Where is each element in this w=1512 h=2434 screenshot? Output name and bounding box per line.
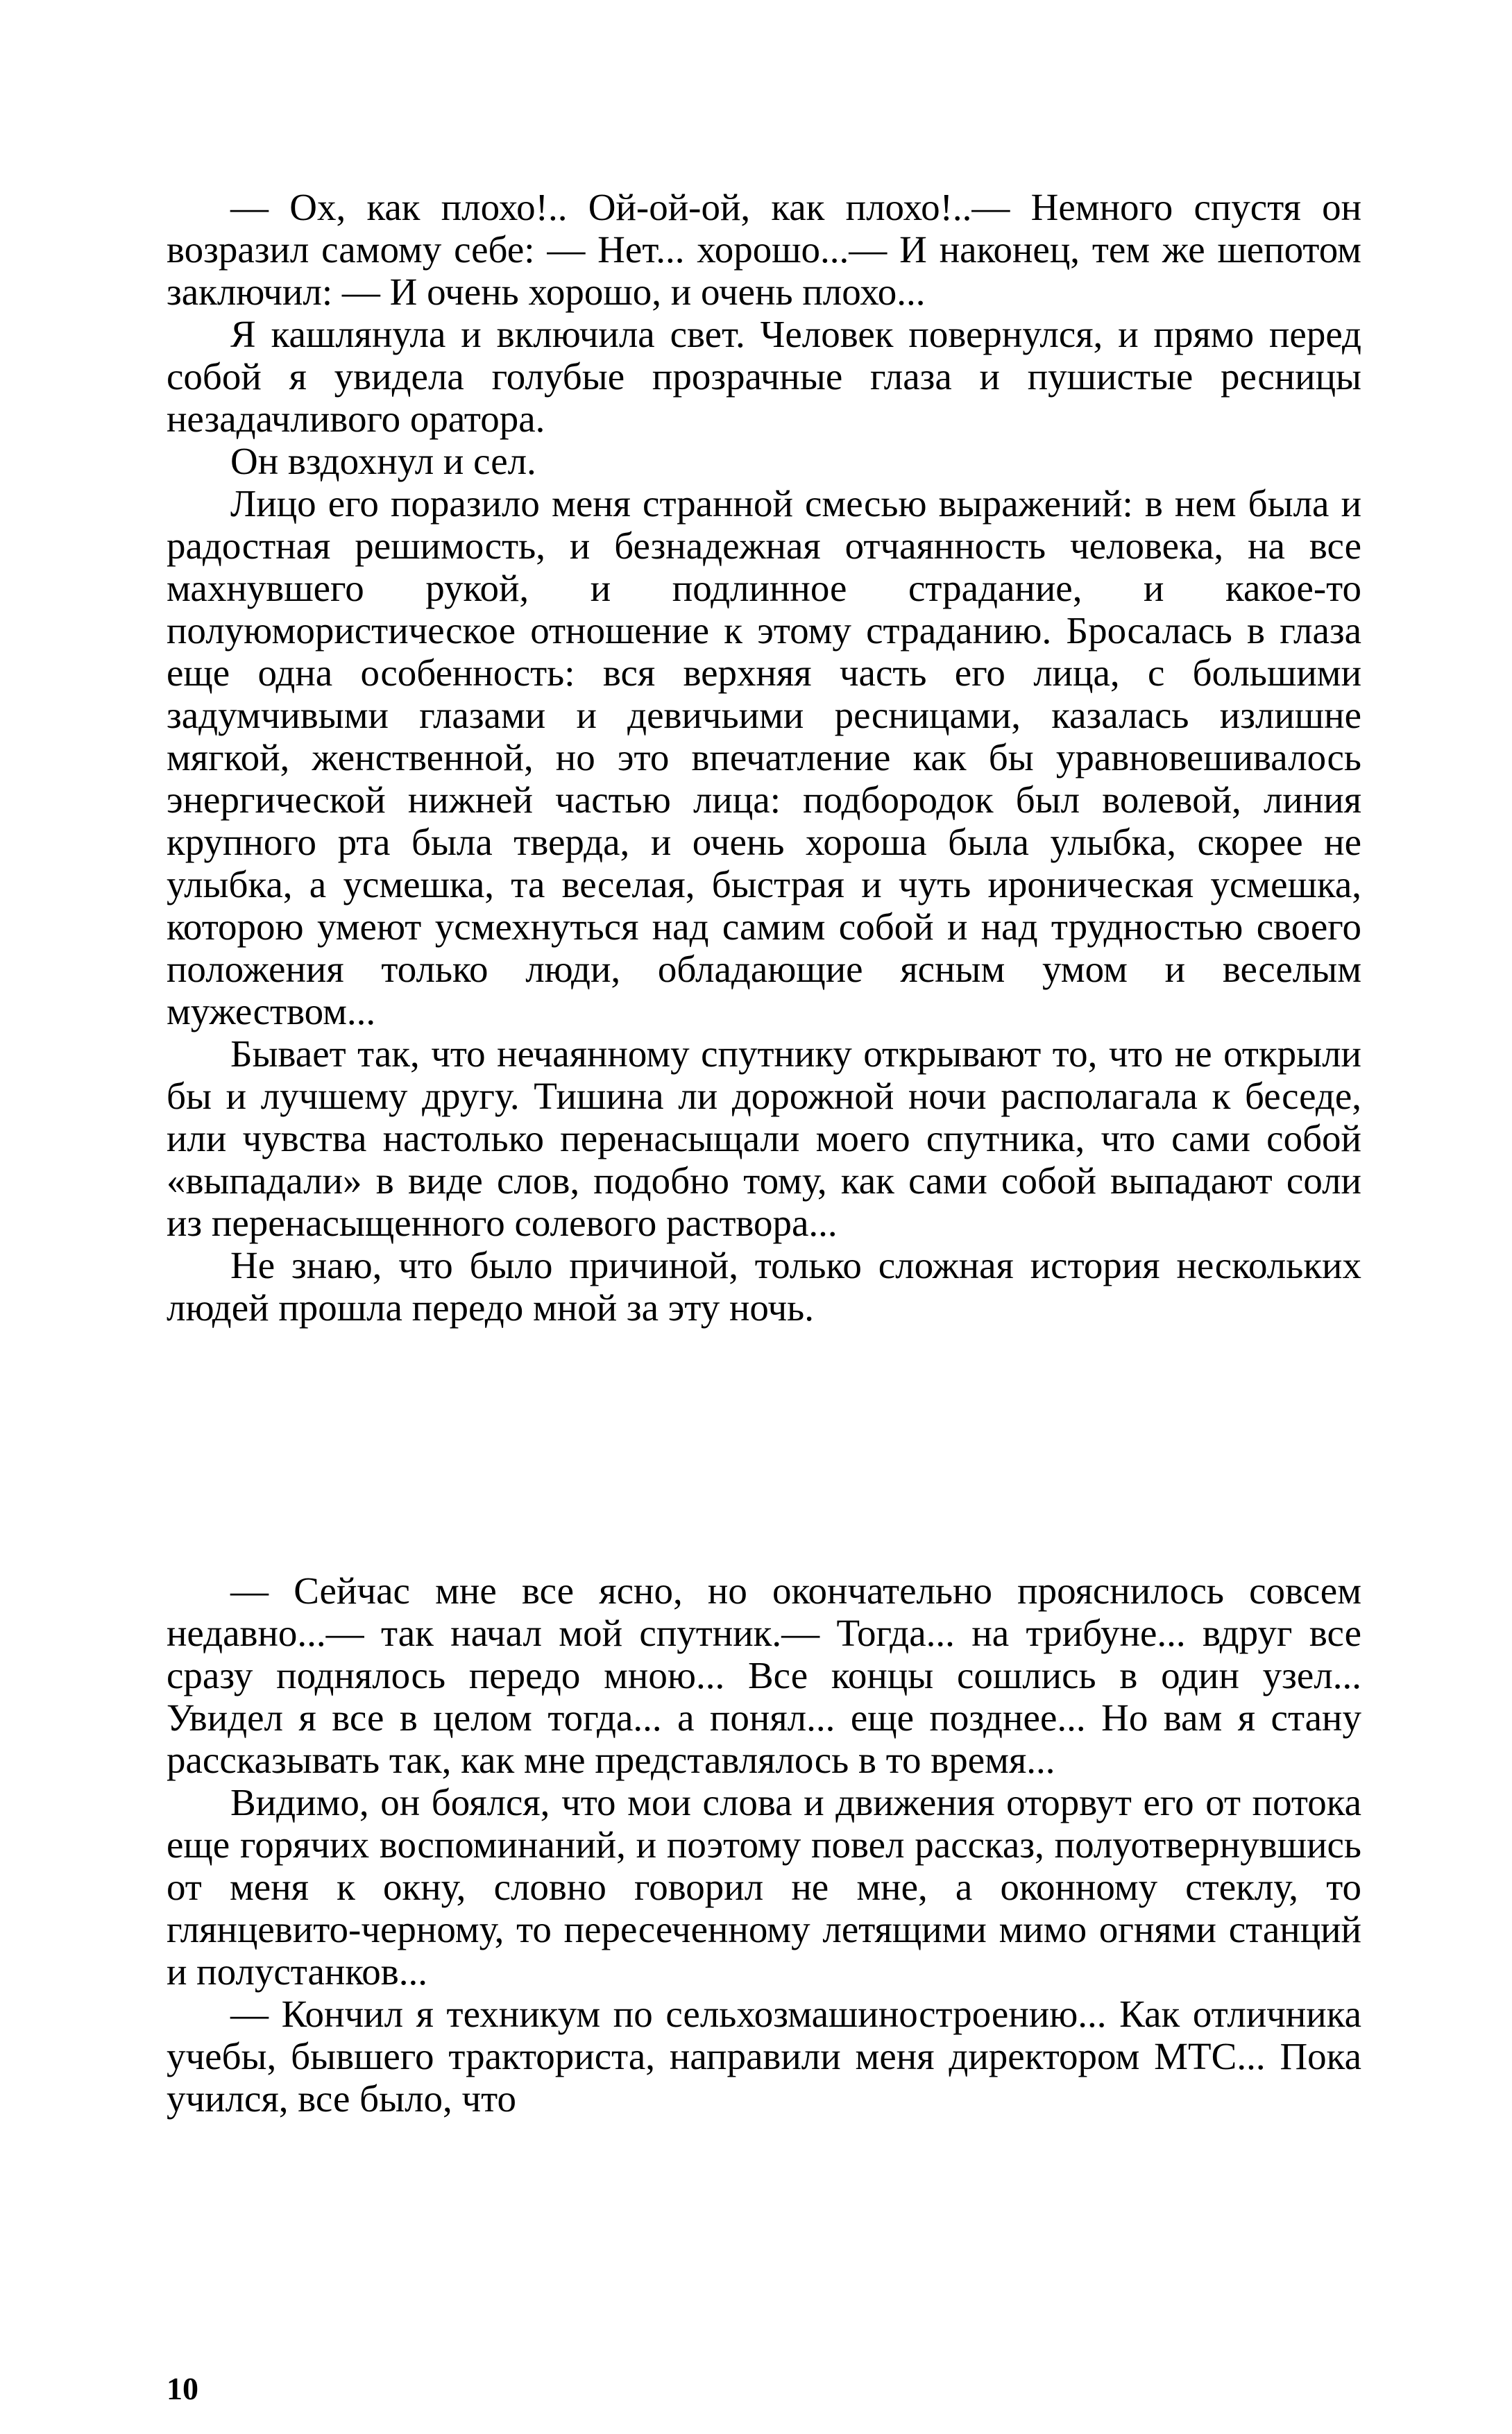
paragraph: Бывает так, что нечаянному спутнику открывают то, что не открыли бы и лучшему другу. Тишина ли дорожной ночи располагала к беседе, или чувства настолько перенасыщали моего спутника, что сами собой «выпадали» в виде слов, подобно тому, как сами собой выпадают соли из перенасыщенного солевого раствора... [167, 1032, 1361, 1244]
paragraph: — Сейчас мне все ясно, но окончательно прояснилось совсем недавно...— так начал мой спутник.— Тогда... на трибуне... вдруг все сразу поднялось передо мною... Все концы сошлись в один узел... Увидел я все в целом тогда... а понял... еще позднее... Но вам я стану рассказывать так, как мне представлялось в то время... [167, 1569, 1361, 1781]
paragraph: — Ох, как плохо!.. Ой-ой-ой, как плохо!..— Немного спустя он возразил самому себе: — Нет... хорошо...— И наконец, тем же шепотом заключил: — И очень хорошо, и очень плохо... [167, 186, 1361, 313]
paragraph: — Кончил я техникум по сельхозмашиностроению... Как отличника учебы, бывшего тракториста, направили меня директором МТС... Пока учился, все было, что [167, 1993, 1361, 2120]
paragraph: Я кашлянула и включила свет. Человек повернулся, и прямо перед собой я увидела голубые прозрачные глаза и пушистые ресницы незадачливого оратора. [167, 313, 1361, 440]
paragraph: Видимо, он боялся, что мои слова и движения оторвут его от потока еще горячих воспоминаний, и поэтому повел рассказ, полуотвернувшись от меня к окну, словно говорил не мне, а оконному стеклу, то глянцевито-черному, то пересеченному летящими мимо огнями станций и полустанков... [167, 1781, 1361, 1993]
text-section-2 [167, 1569, 1361, 2120]
text-section-1 [167, 186, 1361, 1329]
page-number: 10 [167, 2371, 198, 2406]
paragraph: Лицо его поразило меня странной смесью выражений: в нем была и радостная решимость, и безнадежная отчаянность человека, на все махнувшего рукой, и подлинное страдание, и какое-то полуюмористическое отношение к этому страданию. Бросалась в глаза еще одна особенность: вся верхняя часть его лица, с большими задумчивыми глазами и девичьими ресницами, казалась излишне мягкой, женственной, но это впечатление как бы уравновешивалось энергической нижней частью лица: подбородок был волевой, линия крупного рта была тверда, и очень хороша была улыбка, скорее не улыбка, а усмешка, та веселая, быстрая и чуть ироническая усмешка, которою умеют усмехнуться над самим собой и над трудностью своего положения только люди, обладающие ясным умом и веселым мужеством... [167, 482, 1361, 1032]
paragraph: Не знаю, что было причиной, только сложная история нескольких людей прошла передо мной за эту ночь. [167, 1244, 1361, 1329]
paragraph: Он вздохнул и сел. [230, 440, 536, 482]
